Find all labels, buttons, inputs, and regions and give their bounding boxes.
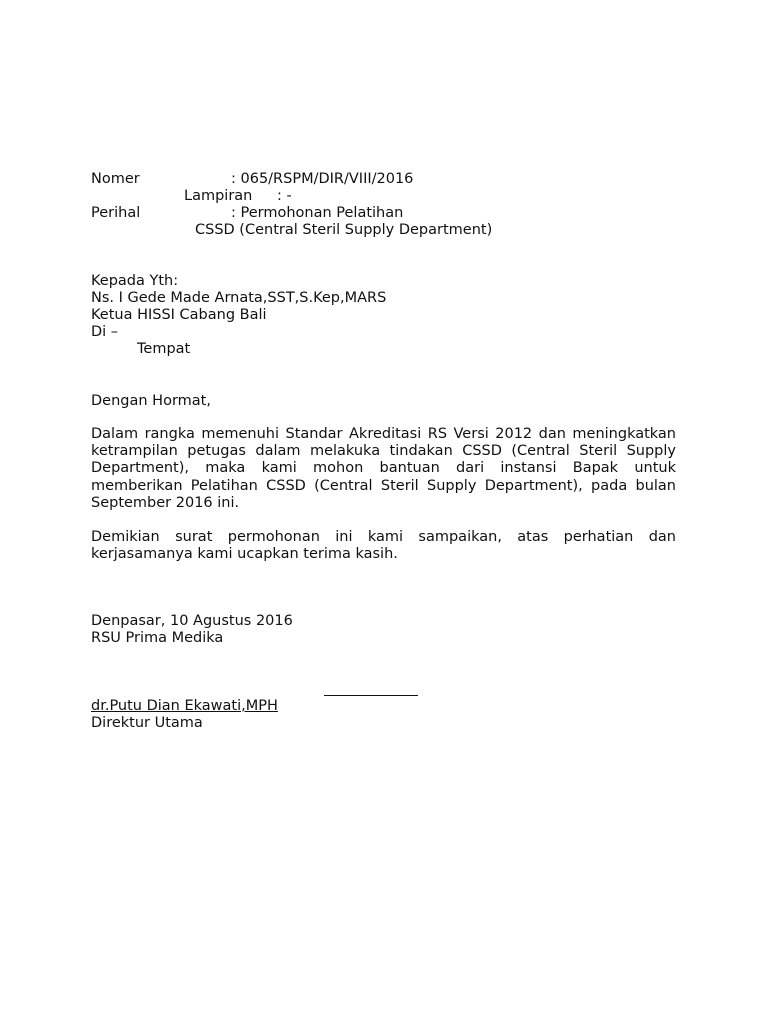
nomer-value: : 065/RSPM/DIR/VIII/2016: [231, 171, 414, 187]
place-date: Denpasar, 10 Agustus 2016: [91, 613, 293, 629]
institution-name: RSU Prima Medika: [91, 630, 224, 646]
lampiran-value: : -: [277, 188, 292, 204]
nomer-label: Nomer: [91, 171, 140, 187]
salutation: Dengan Hormat,: [91, 393, 211, 409]
lampiran-label: Lampiran: [184, 188, 253, 204]
recipient-position: Ketua HISSI Cabang Bali: [91, 307, 267, 323]
signature-line: [324, 695, 418, 696]
signer-title: Direktur Utama: [91, 715, 203, 731]
recipient-di: Di –: [91, 324, 119, 340]
signer-name: dr.Putu Dian Ekawati,MPH: [91, 698, 278, 714]
perihal-label: Perihal: [91, 205, 141, 221]
recipient-greeting: Kepada Yth:: [91, 273, 179, 289]
recipient-name: Ns. I Gede Made Arnata,SST,S.Kep,MARS: [91, 290, 387, 306]
perihal-value-line2: CSSD (Central Steril Supply Department): [195, 222, 493, 238]
body-paragraph-2: Demikian surat permohonan ini kami sampaikan, atas perhatian dan kerjasamanya kami ucapkan terima kasih.: [91, 529, 676, 563]
recipient-place: Tempat: [137, 341, 191, 357]
perihal-value-line1: : Permohonan Pelatihan: [231, 205, 404, 221]
body-paragraph-1: Dalam rangka memenuhi Standar Akreditasi RS Versi 2012 dan meningkatkan ketrampilan petugas dalam melakuka tindakan CSSD (Central Steril Supply Department), maka kami mohon bantuan dari instansi Bapak untuk memberikan Pelatihan CSSD (Central Steril Supply Department), pada bulan September 2016 ini.: [91, 426, 676, 511]
